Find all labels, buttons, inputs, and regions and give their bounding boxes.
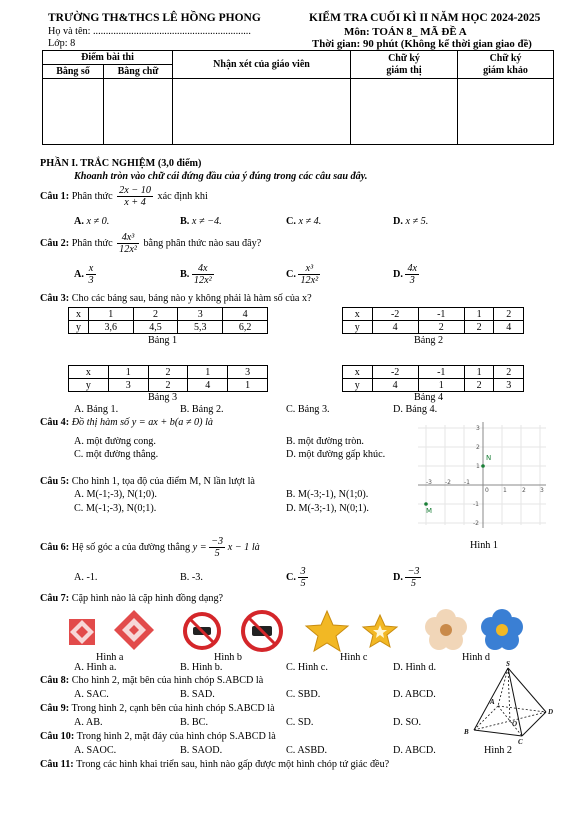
x-tick: 1 <box>503 487 507 494</box>
score-in-numbers: Bằng số <box>43 65 104 79</box>
q3-option-d[interactable]: D. Bảng 4. <box>393 404 438 415</box>
q9-option-d[interactable]: D. SO. <box>393 717 422 728</box>
grade-table <box>42 50 554 145</box>
part1-title: PHẦN I. TRẮC NGHIỆM (3,0 điểm) <box>40 158 202 169</box>
q10-option-a[interactable]: A. SAOC. <box>74 745 117 756</box>
q8-option-d[interactable]: D. ABCD. <box>393 689 436 700</box>
coordinate-graph <box>418 420 548 530</box>
q10-option-d[interactable]: D. ABCD. <box>393 745 436 756</box>
star-large <box>306 611 348 651</box>
table-2-caption: Bảng 2 <box>414 335 444 346</box>
star-small <box>363 615 397 647</box>
vertex-s: S <box>506 660 510 668</box>
question-10: Câu 10: Trong hình 2, mặt đáy của hình chóp S.ABCD là <box>40 731 276 742</box>
shape-a2 <box>114 610 154 650</box>
question-4: Câu 4: Đồ thị hàm số y = ax + b(a ≠ 0) là <box>40 417 213 428</box>
q1-option-d[interactable]: D. x ≠ 5. <box>393 216 429 227</box>
comment-header: Nhận xét của giáo viên <box>173 51 351 79</box>
proctor-signature-header: Chữ ký giám thị <box>351 51 458 79</box>
examiner-signature-header: Chữ ký giám khảo <box>458 51 554 79</box>
x-tick: -1 <box>464 479 470 486</box>
q2-option-d[interactable]: D. $\frac{4x}{3}$ <box>393 263 418 286</box>
question-2: Câu 2: Phân thức $\frac{\text{4x³}}{\text{12x²}}$ bằng phân thức nào sau đây? <box>40 232 262 255</box>
q4-option-d[interactable]: D. một đường gấp khúc. <box>286 449 386 460</box>
score-header: Điểm bài thi <box>43 51 173 65</box>
graph-caption: Hình 1 <box>470 540 499 551</box>
y-tick: 1 <box>476 463 480 470</box>
caption-hinh-d: Hình d <box>462 652 491 663</box>
q10-option-c[interactable]: C. ASBD. <box>286 745 328 756</box>
score-in-words: Bằng chữ <box>104 65 173 79</box>
q8-option-b[interactable]: B. SAD. <box>180 689 215 700</box>
table-3-caption: Bảng 3 <box>148 392 178 403</box>
x-tick: 2 <box>522 487 526 494</box>
point-m <box>424 502 428 506</box>
school-name: TRƯỜNG TH&THCS LÊ HỒNG PHONG <box>48 12 261 24</box>
flower-blue <box>481 609 523 650</box>
q3-option-b[interactable]: B. Bảng 2. <box>180 404 224 415</box>
q4-option-a[interactable]: A. một đường cong. <box>74 436 156 447</box>
part1-instruction: Khoanh tròn vào chữ cái đứng đầu của ý đúng trong các câu sau đây. <box>74 171 368 182</box>
q8-option-c[interactable]: C. SBD. <box>286 689 321 700</box>
q5-option-b[interactable]: B. M(-3;-1), N(1;0). <box>286 489 369 500</box>
q7-option-b[interactable]: B. Hình b. <box>180 662 223 673</box>
q4-option-c[interactable]: C. một đường thẳng. <box>74 449 159 460</box>
q6-option-b[interactable]: B. -3. <box>180 572 203 583</box>
y-tick: -2 <box>473 520 479 527</box>
q6-option-a[interactable]: A. -1. <box>74 572 98 583</box>
q9-option-c[interactable]: C. SD. <box>286 717 314 728</box>
q10-option-b[interactable]: B. SAOD. <box>180 745 223 756</box>
question-5: Câu 5: Cho hình 1, tọa độ của điểm M, N lần lượt là <box>40 476 255 487</box>
no-car-sign-large <box>243 612 281 650</box>
q2-option-b[interactable]: B. $\frac{4x}{\text{12x²}}$ <box>180 263 212 286</box>
q5-option-d[interactable]: D. M(-3;-1), N(0;1). <box>286 503 369 514</box>
q1-option-a[interactable]: A. x ≠ 0. <box>74 216 110 227</box>
q5-option-c[interactable]: C. M(-1;-3), N(0;1). <box>74 503 157 514</box>
vertex-b: B <box>464 728 469 736</box>
q3-option-a[interactable]: A. Bảng 1. <box>74 404 119 415</box>
x-tick: -3 <box>426 479 432 486</box>
q3-option-c[interactable]: C. Bảng 3. <box>286 404 330 415</box>
point-m-label: M <box>426 507 433 515</box>
class-field: Lớp: 8 <box>48 38 76 49</box>
y-tick: 2 <box>476 444 480 451</box>
pyramid-caption: Hình 2 <box>484 745 513 756</box>
value-table-1: x 1 2 3 4 y 3,6 4,5 5,3 6,2 <box>68 307 268 334</box>
x-tick: -2 <box>445 479 451 486</box>
point-n <box>481 464 485 468</box>
caption-hinh-a: Hình a <box>96 652 124 663</box>
x-tick: 0 <box>485 487 489 494</box>
caption-hinh-b: Hình b <box>214 652 243 663</box>
vertex-d: D <box>548 708 554 716</box>
name-field: Họ và tên: .............................................................. <box>48 26 251 37</box>
q6-option-c[interactable]: C. $\frac{3}{5}$ <box>286 566 306 589</box>
vertex-a: A <box>490 698 495 706</box>
value-table-4: x -2 -1 1 2 y 4 1 2 3 <box>342 365 524 392</box>
table-4-caption: Bảng 4 <box>414 392 444 403</box>
q8-option-a[interactable]: A. SAC. <box>74 689 109 700</box>
no-car-sign-small <box>185 614 219 648</box>
question-9: Câu 9: Trong hình 2, cạnh bên của hình chóp S.ABCD là <box>40 703 275 714</box>
y-tick: -1 <box>473 501 479 508</box>
q2-option-a[interactable]: A. $\frac{x}{3}$ <box>74 263 94 286</box>
value-table-3: x 1 2 1 3 y 3 2 4 1 <box>68 365 268 392</box>
question-7: Câu 7: Cặp hình nào là cặp hình đồng dạng? <box>40 593 224 604</box>
table-1-caption: Bảng 1 <box>148 335 178 346</box>
caption-hinh-c: Hình c <box>340 652 368 663</box>
q7-option-c[interactable]: C. Hình c. <box>286 662 328 673</box>
value-table-2: x -2 -1 1 2 y 4 2 2 4 <box>342 307 524 334</box>
q9-option-a[interactable]: A. AB. <box>74 717 103 728</box>
q2-option-c[interactable]: C. $\frac{\text{x³}}{\text{12x²}}$ <box>286 263 319 286</box>
q9-option-b[interactable]: B. BC. <box>180 717 209 728</box>
y-tick: 3 <box>476 425 480 432</box>
similar-shapes-row <box>62 606 532 656</box>
q7-option-d[interactable]: D. Hình d. <box>393 662 437 673</box>
question-11: Câu 11: Trong các hình khai triển sau, hình nào gấp được một hình chóp tứ giác đều? <box>40 759 390 770</box>
q1-option-c[interactable]: C. x ≠ 4. <box>286 216 322 227</box>
vertex-o: O <box>512 720 518 728</box>
q6-option-d[interactable]: D. $\frac{-3}{5}$ <box>393 566 420 589</box>
question-3: Câu 3: Cho các bảng sau, bảng nào y không phải là hàm số của x? <box>40 293 312 304</box>
q1-option-b[interactable]: B. x ≠ −4. <box>180 216 222 227</box>
question-1: Câu 1: Phân thức $\frac{2x - 10}{x + 4}$ xác định khi <box>40 185 208 208</box>
flower-beige <box>425 609 467 650</box>
subject: Môn: TOÁN 8_ MÃ ĐỀ A <box>344 26 467 38</box>
x-tick: 3 <box>540 487 544 494</box>
question-8: Câu 8: Cho hình 2, mặt bên của hình chóp S.ABCD là <box>40 675 264 686</box>
exam-title: KIỂM TRA CUỐI KÌ II NĂM HỌC 2024-2025 <box>309 12 541 24</box>
q4-option-b[interactable]: B. một đường tròn. <box>286 436 364 447</box>
vertex-c: C <box>518 738 523 744</box>
q7-option-a[interactable]: A. Hình a. <box>74 662 117 673</box>
exam-time: Thời gian: 90 phút (Không kể thời gian giao đề) <box>312 38 532 50</box>
shape-a1 <box>69 619 95 645</box>
question-6: Câu 6: Hệ số góc a của đường thẳng y = $\frac{-3}{5}$ x − 1 là <box>40 536 260 559</box>
point-n-label: N <box>486 454 492 462</box>
pyramid-figure <box>462 660 558 744</box>
q5-option-a[interactable]: A. M(-1;-3), N(1;0). <box>74 489 157 500</box>
